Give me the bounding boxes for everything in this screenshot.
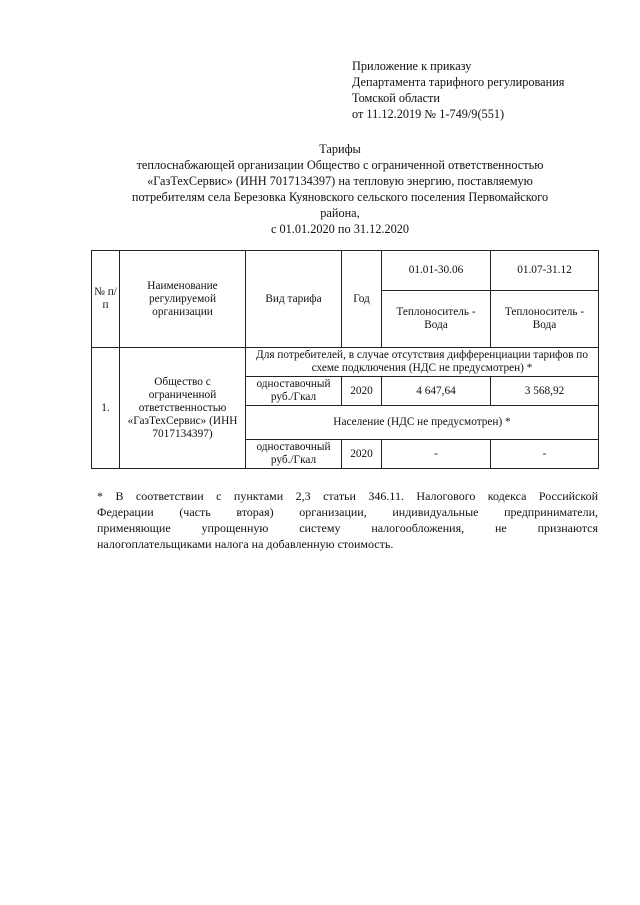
- appendix-line: Департамента тарифного регулирования: [352, 75, 565, 89]
- table-row: [92, 348, 599, 377]
- tariff-type-cell: одноставочный руб./Гкал: [246, 440, 342, 469]
- table-header-row: [92, 251, 599, 291]
- title-line: «ГазТехСервис» (ИНН 7017134397) на тепловую энергию, поставляемую: [147, 174, 533, 188]
- tariff-value-cell: 3 568,92: [491, 377, 599, 406]
- section-note-population: Население (НДС не предусмотрен) *: [246, 406, 599, 440]
- footnote-line: Федерации (часть вторая) организации, индивидуальные предприниматели,: [97, 505, 598, 519]
- title-heading: Тарифы: [319, 142, 361, 156]
- header-year: Год: [342, 251, 382, 348]
- appendix-note: [352, 58, 622, 122]
- header-period-1: 01.01-30.06: [382, 251, 491, 291]
- appendix-line: Томской области: [352, 91, 440, 105]
- header-organization: Наименование регулируемой организации: [120, 251, 246, 348]
- footnote: [97, 488, 598, 552]
- appendix-order-date: от 11.12.2019 № 1-749/9(551): [352, 107, 505, 121]
- tariff-type-cell: одноставочный руб./Гкал: [246, 377, 342, 406]
- tariff-value-cell: -: [382, 440, 491, 469]
- header-tariff-type: Вид тарифа: [246, 251, 342, 348]
- footnote-line: * В соответствии с пунктами 2,3 статьи 346.11. Налогового кодекса Российской: [97, 489, 598, 503]
- appendix-line: Приложение к приказу: [352, 59, 472, 73]
- header-carrier-1: Теплоноситель - Вода: [382, 291, 491, 348]
- title-period: с 01.01.2020 по 31.12.2020: [270, 222, 410, 236]
- header-number: № п/п: [92, 251, 120, 348]
- section-note-consumers: Для потребителей, в случае отсутствия дифференциации тарифов по схеме подключения (НДС не предусмотрен) *: [246, 348, 599, 377]
- header-carrier-2: Теплоноситель - Вода: [491, 291, 599, 348]
- tariff-value-cell: -: [491, 440, 599, 469]
- tariff-table: [91, 250, 599, 469]
- document-title: [60, 141, 620, 237]
- row-number: 1.: [92, 348, 120, 469]
- title-line: района,: [320, 206, 360, 220]
- header-period-2: 01.07-31.12: [491, 251, 599, 291]
- year-cell: 2020: [342, 377, 382, 406]
- title-line: потребителям села Березовка Куяновского сельского поселения Первомайского: [131, 190, 549, 204]
- tariff-value-cell: 4 647,64: [382, 377, 491, 406]
- footnote-line: налогоплательщиками налога на добавленную стоимость.: [97, 537, 394, 551]
- title-line: теплоснабжающей организации Общество с ограниченной ответственностью: [136, 158, 544, 172]
- footnote-line: применяющие упрощенную систему налогообложения, не признаются: [97, 521, 598, 535]
- year-cell: 2020: [342, 440, 382, 469]
- row-organization: Общество с ограниченной ответственностью «ГазТехСервис» (ИНН 7017134397): [120, 348, 246, 469]
